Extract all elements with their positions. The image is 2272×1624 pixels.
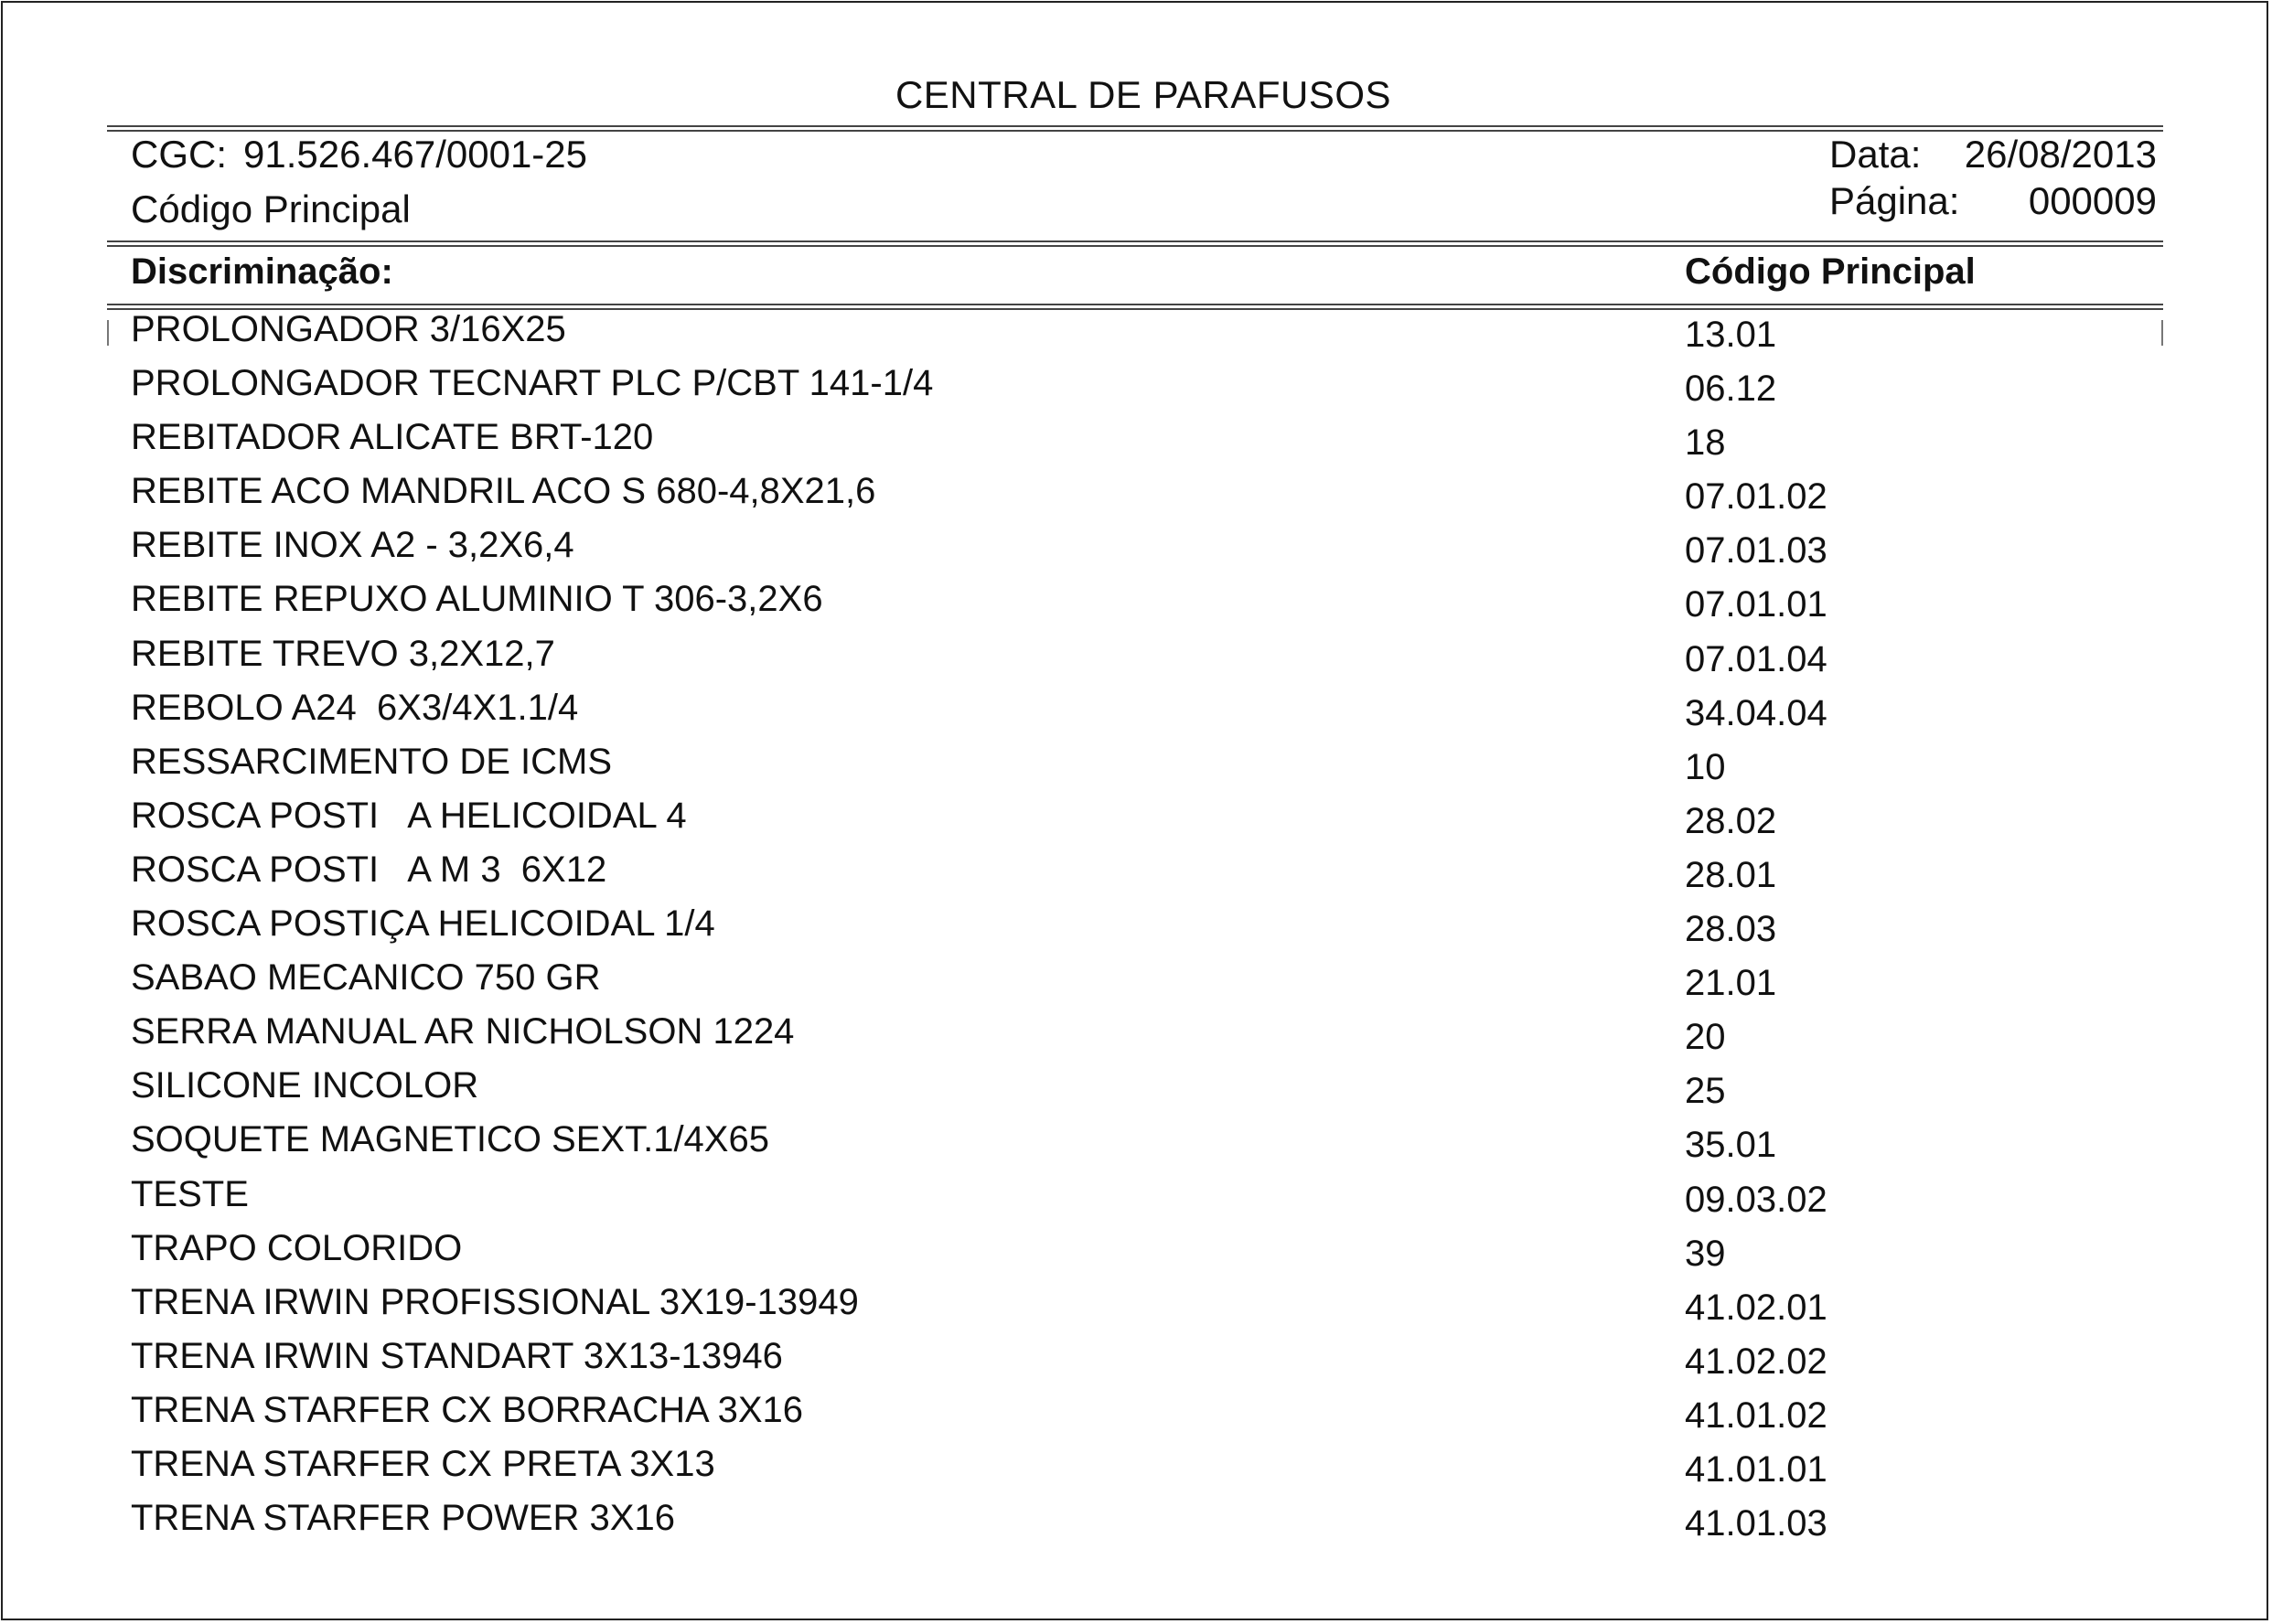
item-code: 39 (1685, 1233, 1726, 1274)
table-row (0, 525, 2272, 579)
item-description: REBITADOR ALICATE BRT-120 (131, 417, 654, 458)
item-code: 41.01.03 (1685, 1503, 1827, 1544)
item-code: 41.01.02 (1685, 1394, 1827, 1436)
table-row (0, 1174, 2272, 1228)
table-row (0, 1336, 2272, 1390)
item-description: TRENA IRWIN PROFISSIONAL 3X19-13949 (131, 1281, 859, 1322)
table-row (0, 903, 2272, 957)
page-number-value: 000009 (2028, 179, 2157, 222)
table-row (0, 1065, 2272, 1119)
item-code: 07.01.02 (1685, 476, 1827, 518)
table-row (0, 309, 2272, 363)
table-row (0, 363, 2272, 417)
table-row (0, 1119, 2272, 1173)
date-label: Data: (1829, 133, 1922, 176)
table-row (0, 957, 2272, 1011)
item-description: REBITE INOX A2 - 3,2X6,4 (131, 525, 574, 566)
table-row (0, 634, 2272, 688)
table-row (0, 1011, 2272, 1065)
item-code: 41.02.01 (1685, 1287, 1827, 1328)
page-number-label: Página: (1829, 179, 1960, 222)
item-code: 07.01.01 (1685, 584, 1827, 625)
item-code: 28.03 (1685, 909, 1777, 950)
table-row (0, 1282, 2272, 1336)
item-description: TRENA IRWIN STANDART 3X13-13946 (131, 1335, 783, 1376)
header-rule-top (107, 125, 2163, 132)
item-code: 41.02.02 (1685, 1341, 1827, 1382)
table-row (0, 1228, 2272, 1282)
column-header-description: Discriminação: (131, 251, 393, 292)
item-code: 10 (1685, 746, 1726, 787)
item-code: 28.01 (1685, 854, 1777, 895)
item-description: TRAPO COLORIDO (131, 1227, 463, 1268)
item-list (0, 309, 2272, 1552)
item-code: 13.01 (1685, 315, 1777, 355)
item-code: 21.01 (1685, 963, 1777, 1004)
cgc-label: CGC: (131, 133, 227, 176)
item-description: PROLONGADOR TECNART PLC P/CBT 141-1/4 (131, 363, 934, 404)
item-code: 34.04.04 (1685, 692, 1827, 733)
item-code: 20 (1685, 1017, 1726, 1058)
item-description: SILICONE INCOLOR (131, 1065, 479, 1106)
item-description: SERRA MANUAL AR NICHOLSON 1224 (131, 1011, 795, 1052)
table-row (0, 849, 2272, 903)
item-description: TRENA STARFER CX PRETA 3X13 (131, 1443, 715, 1484)
report-subtitle: Código Principal (131, 187, 411, 230)
item-description: TESTE (131, 1173, 249, 1214)
item-code: 07.01.04 (1685, 638, 1827, 679)
item-description: RESSARCIMENTO DE ICMS (131, 741, 612, 782)
item-description: REBITE ACO MANDRIL ACO S 680-4,8X21,6 (131, 471, 876, 512)
table-row (0, 471, 2272, 525)
date-value: 26/08/2013 (1964, 133, 2157, 176)
item-code: 18 (1685, 422, 1726, 464)
header-rule-middle (107, 240, 2163, 247)
item-code: 28.02 (1685, 800, 1777, 841)
item-description: SOQUETE MAGNETICO SEXT.1/4X65 (131, 1119, 769, 1160)
table-row (0, 579, 2272, 633)
item-code: 25 (1685, 1071, 1726, 1112)
item-code: 41.01.01 (1685, 1448, 1827, 1490)
item-description: REBITE TREVO 3,2X12,7 (131, 633, 555, 674)
item-code: 06.12 (1685, 369, 1777, 410)
item-description: SABAO MECANICO 750 GR (131, 957, 601, 999)
item-description: ROSCA POSTI A M 3 6X12 (131, 849, 607, 890)
item-description: TRENA STARFER POWER 3X16 (131, 1498, 675, 1539)
item-description: TRENA STARFER CX BORRACHA 3X16 (131, 1389, 803, 1430)
item-description: REBITE REPUXO ALUMINIO T 306-3,2X6 (131, 579, 823, 620)
table-row (0, 742, 2272, 796)
table-row (0, 1444, 2272, 1498)
table-row (0, 1498, 2272, 1552)
table-row (0, 796, 2272, 849)
report-title: CENTRAL DE PARAFUSOS (895, 73, 1392, 116)
cgc-value: 91.526.467/0001-25 (243, 133, 588, 176)
table-row (0, 417, 2272, 471)
column-header-code: Código Principal (1685, 251, 1976, 292)
table-row (0, 688, 2272, 742)
item-description: ROSCA POSTI A HELICOIDAL 4 (131, 795, 687, 836)
item-description: REBOLO A24 6X3/4X1.1/4 (131, 687, 579, 728)
item-code: 07.01.03 (1685, 530, 1827, 572)
table-row (0, 1390, 2272, 1444)
item-code: 09.03.02 (1685, 1179, 1827, 1220)
item-code: 35.01 (1685, 1125, 1777, 1166)
item-description: PROLONGADOR 3/16X25 (131, 309, 566, 349)
item-description: ROSCA POSTIÇA HELICOIDAL 1/4 (131, 903, 715, 945)
